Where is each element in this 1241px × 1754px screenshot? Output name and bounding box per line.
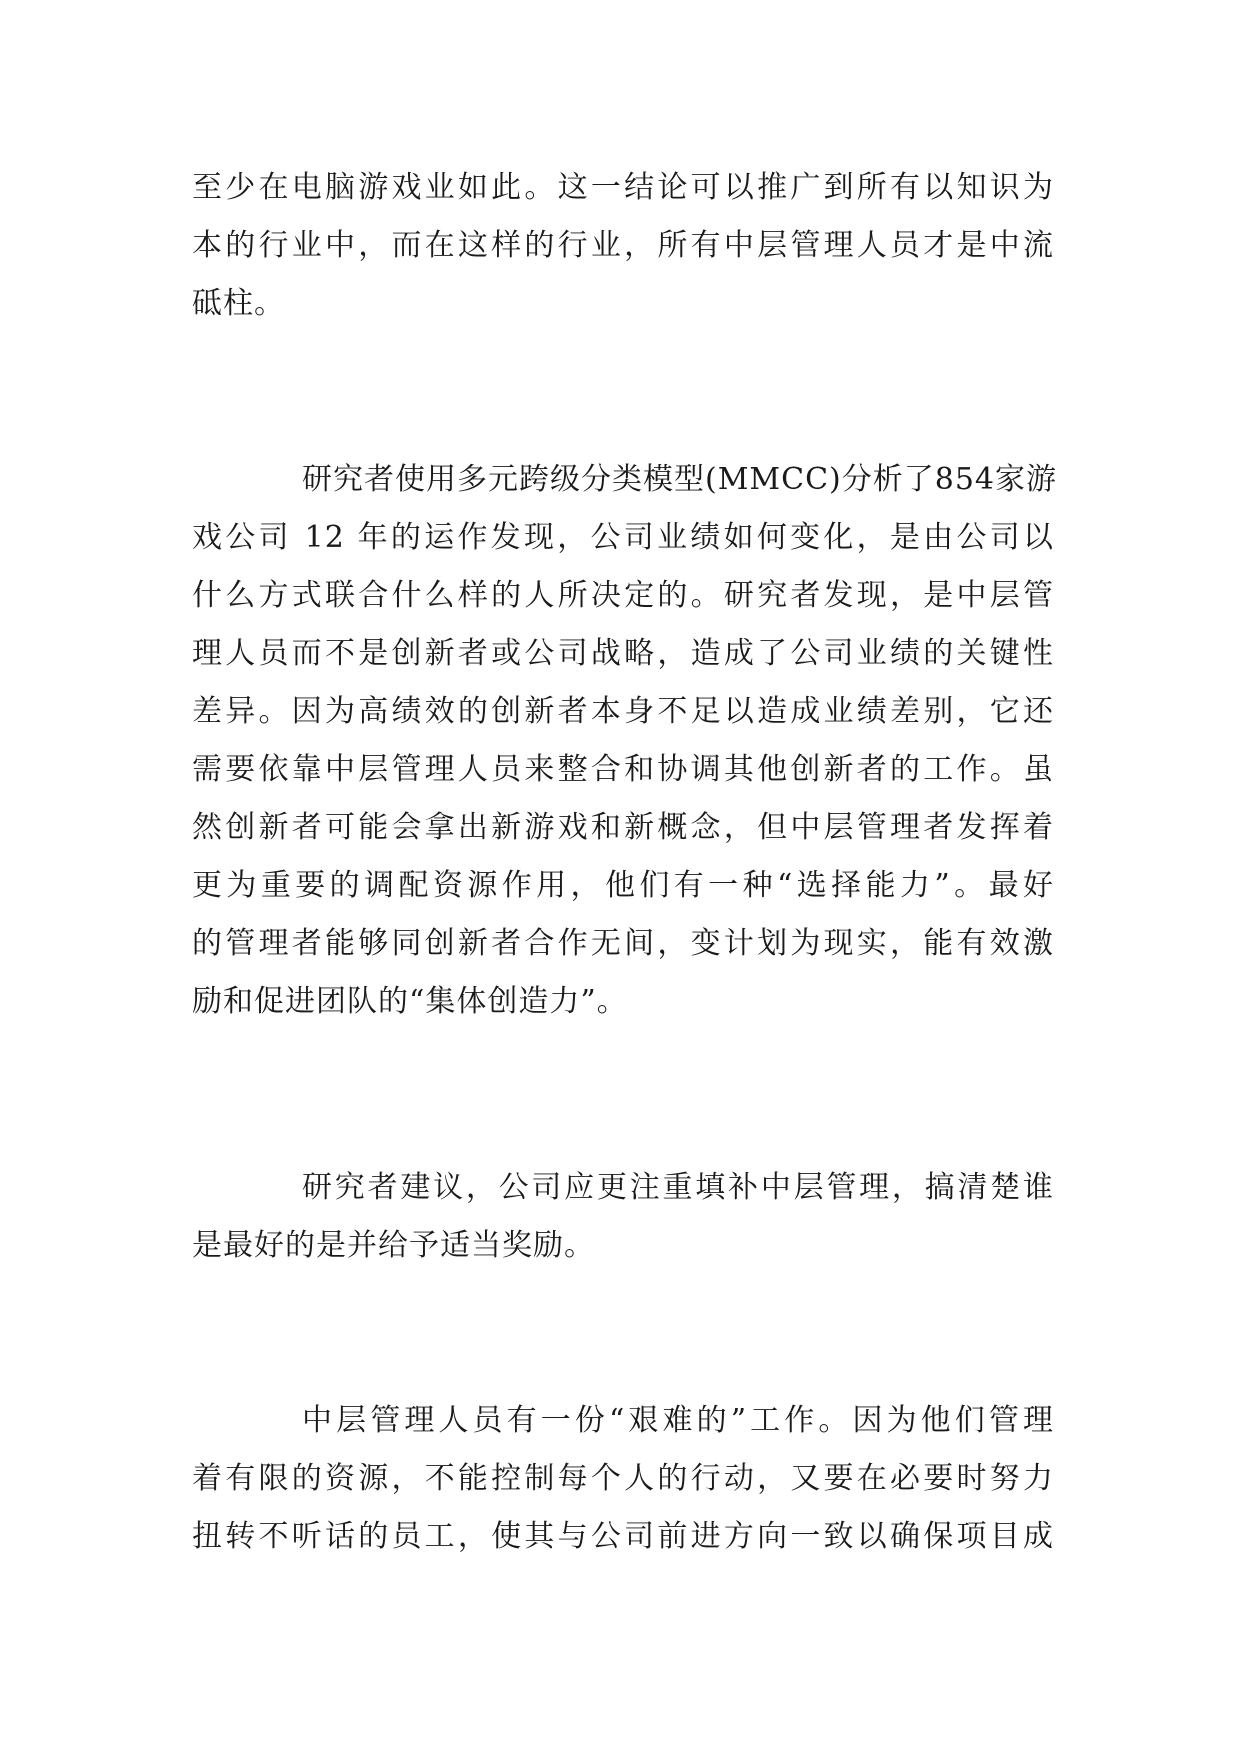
paragraph-4	[192, 1392, 1054, 1566]
text-line: 是最好的是并给予适当奖励。	[192, 1228, 595, 1263]
text-line: 需要依靠中层管理人员来整合和协调其他创新者的工作。虽	[192, 752, 1054, 787]
text-line: 什么方式联合什么样的人所决定的。研究者发现，是中层管	[192, 578, 1054, 613]
text-line: 研究者建议，公司应更注重填补中层管理，搞清楚谁	[302, 1170, 1054, 1205]
text-line: 的管理者能够同创新者合作无间，变计划为现实，能有效激	[192, 926, 1054, 961]
paragraph-2	[192, 451, 1058, 1031]
text-line: 扭转不听话的员工，使其与公司前进方向一致以确保项目成	[192, 1519, 1054, 1554]
text-line: 励和促进团队的“集体创造力”。	[192, 984, 628, 1019]
text-line: 砥柱。	[192, 286, 285, 321]
text-line: 至少在电脑游戏业如此。这一结论可以推广到所有以知识为	[192, 170, 1054, 205]
text-line: 然创新者可能会拿出新游戏和新概念，但中层管理者发挥着	[192, 810, 1054, 845]
text-line: 更为重要的调配资源作用，他们有一种“选择能力”。最好	[192, 868, 1054, 903]
text-line: 理人员而不是创新者或公司战略，造成了公司业绩的关键性	[192, 636, 1054, 671]
paragraph-3	[192, 1159, 1054, 1275]
text-line: 本的行业中，而在这样的行业，所有中层管理人员才是中流	[192, 228, 1054, 263]
text-line: 中层管理人员有一份“艰难的”工作。因为他们管理	[302, 1403, 1054, 1438]
text-line: 差异。因为高绩效的创新者本身不足以造成业绩差别，它还	[192, 694, 1054, 729]
text-line: 戏公司 12 年的运作发现，公司业绩如何变化，是由公司以	[192, 520, 1054, 555]
paragraph-1	[192, 159, 1054, 333]
text-line: 着有限的资源，不能控制每个人的行动，又要在必要时努力	[192, 1461, 1054, 1496]
text-line: 研究者使用多元跨级分类模型(MMCC)分析了854家游	[302, 462, 1058, 497]
